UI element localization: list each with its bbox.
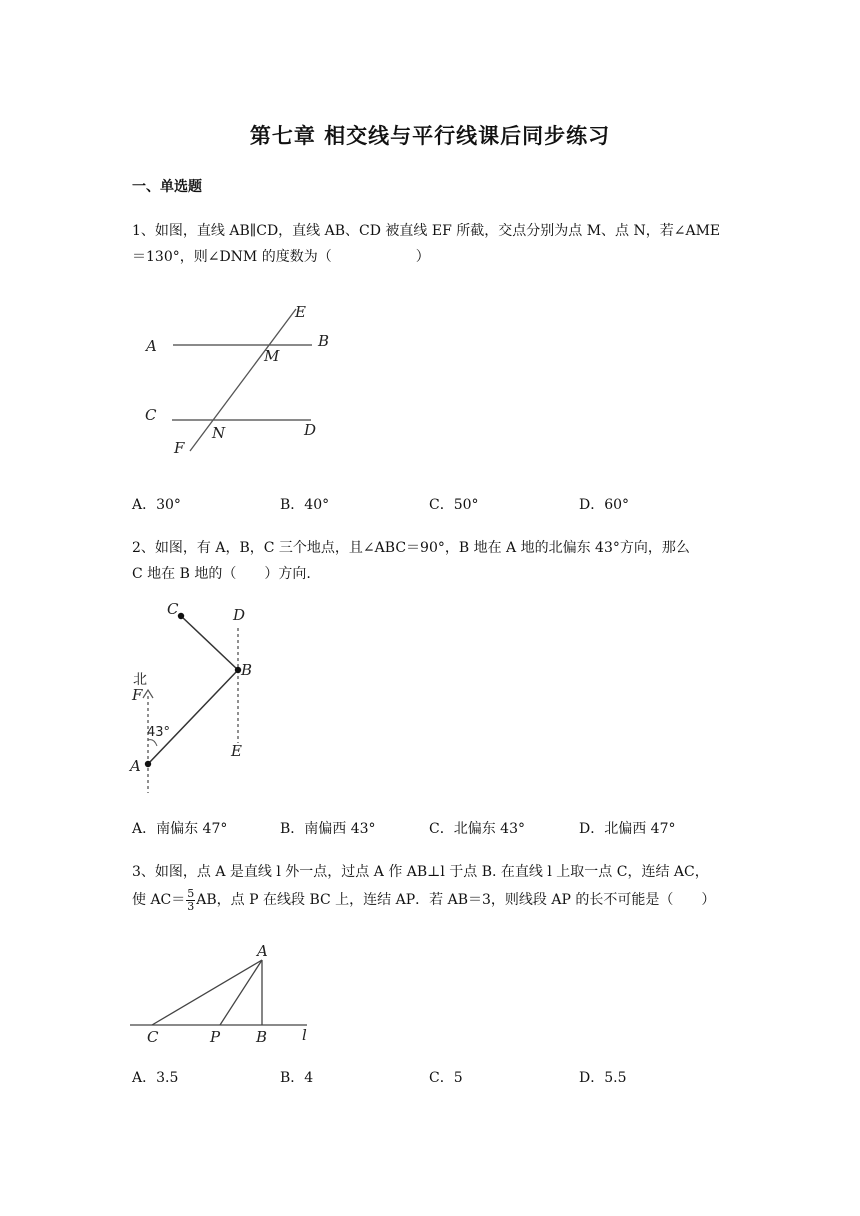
question-line: AB，点 P 在线段 BC 上，连结 AP．若 AB＝3，则线段 AP 的长不可能是（ ） xyxy=(196,892,716,908)
label-A: A xyxy=(130,757,141,775)
label-A: A xyxy=(257,942,268,960)
label-E: E xyxy=(295,303,306,321)
option-d[interactable]: D．5.5 xyxy=(579,1070,627,1086)
label-B: B xyxy=(241,661,253,679)
fraction-denominator: 3 xyxy=(187,899,195,913)
question-line: ＝130°，则∠DNM 的度数为（ ） xyxy=(132,249,430,265)
option-a[interactable]: A．3.5 xyxy=(132,1070,179,1086)
label-M: M xyxy=(264,347,280,365)
question-number: 1、 xyxy=(132,223,155,239)
option-a[interactable]: A．南偏东 47° xyxy=(132,821,228,837)
option-c[interactable]: C．北偏东 43° xyxy=(429,821,525,837)
question-2-text xyxy=(132,535,732,587)
option-b[interactable]: B．南偏西 43° xyxy=(280,821,376,837)
figure-parallel-lines xyxy=(130,295,350,465)
label-A: A xyxy=(146,337,157,355)
page-title: 第七章 相交线与平行线课后同步练习 xyxy=(249,124,611,148)
label-P: P xyxy=(210,1028,221,1046)
option-b[interactable]: B．4 xyxy=(280,1070,314,1086)
label-C: C xyxy=(167,600,179,618)
question-number: 3、 xyxy=(132,864,155,880)
label-l: l xyxy=(302,1026,307,1044)
option-c[interactable]: C．50° xyxy=(429,497,479,513)
question-number: 2、 xyxy=(132,540,155,556)
option-d[interactable]: D．60° xyxy=(579,497,630,513)
label-north: 北 xyxy=(133,672,147,688)
option-d[interactable]: D．北偏西 47° xyxy=(579,821,676,837)
question-line: 如图，点 A 是直线 l 外一点，过点 A 作 AB⊥l 于点 B. 在直线 l 上取一点 C，连结 AC， xyxy=(154,864,709,880)
question-2-options xyxy=(132,818,732,840)
label-B: B xyxy=(318,332,330,350)
label-C: C xyxy=(147,1028,159,1046)
fraction-numerator: 5 xyxy=(187,886,195,900)
label-N: N xyxy=(212,424,226,442)
label-D: D xyxy=(304,421,317,439)
question-line: 如图，直线 AB∥CD，直线 AB、CD 被直线 EF 所截，交点分别为点 M、点 N，若∠AME xyxy=(154,223,721,239)
label-angle-43: 43° xyxy=(147,725,171,740)
question-line: C 地在 B 地的（ ）方向. xyxy=(132,566,311,582)
option-b[interactable]: B．40° xyxy=(280,497,330,513)
label-D: D xyxy=(233,606,246,624)
question-1-options xyxy=(132,494,732,516)
question-1-text xyxy=(132,218,732,270)
question-3-text xyxy=(132,859,732,913)
question-3-options xyxy=(132,1067,732,1089)
figure-perpendicular xyxy=(125,940,325,1050)
label-F: F xyxy=(174,439,185,457)
label-B: B xyxy=(256,1028,268,1046)
label-F: F xyxy=(132,686,143,704)
option-c[interactable]: C．5 xyxy=(429,1070,463,1086)
question-line: 如图，有 A，B，C 三个地点，且∠ABC＝90°，B 地在 A 地的北偏东 43°方向，那么 xyxy=(154,540,690,556)
question-line: 使 AC＝ xyxy=(132,892,186,908)
fraction-5-3 xyxy=(186,888,195,913)
section-heading: 一、单选题 xyxy=(132,179,202,195)
figure-direction xyxy=(125,598,265,798)
label-E: E xyxy=(231,742,242,760)
label-C: C xyxy=(145,406,157,424)
option-a[interactable]: A．30° xyxy=(132,497,181,513)
